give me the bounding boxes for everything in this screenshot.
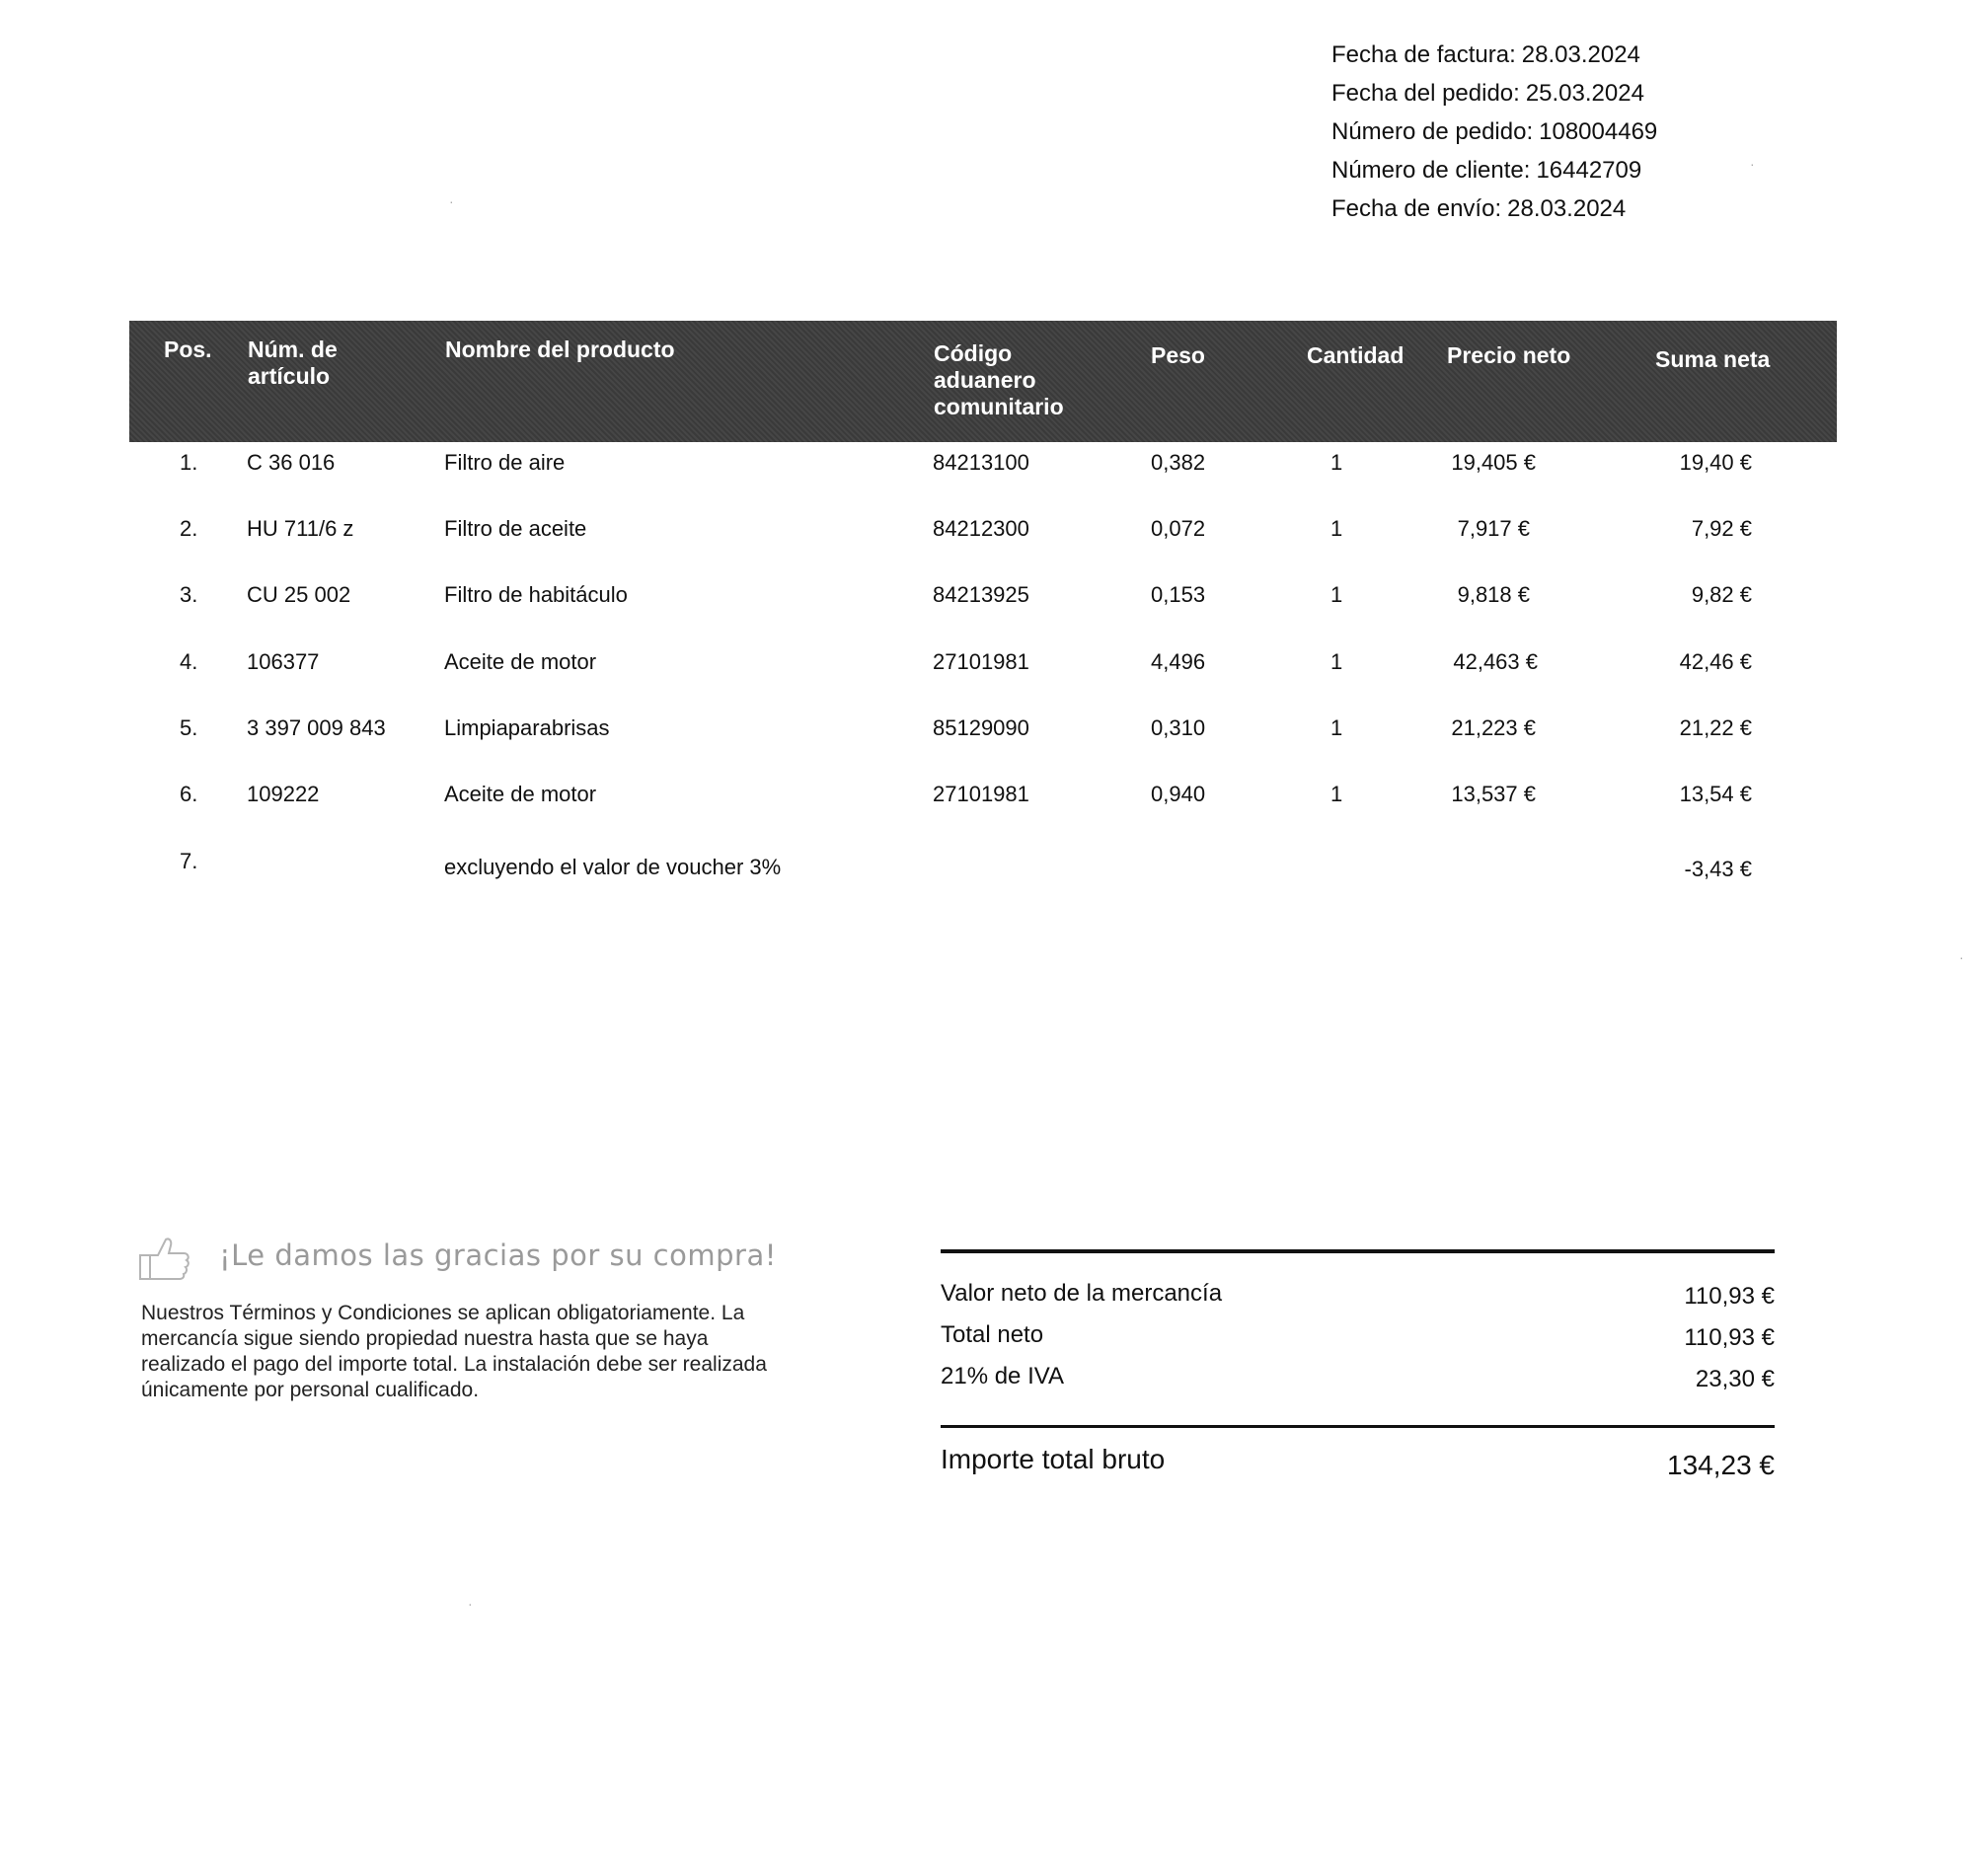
row-pos: 3. <box>180 582 198 607</box>
row-article: 106377 <box>247 649 320 674</box>
row-net-sum: 21,22 € <box>1679 715 1752 740</box>
terms-notice: Nuestros Términos y Condiciones se aplican obligatoriamente. La mercancía sigue siendo propiedad nuestra hasta que se haya realizado el pago del importe total. La instalación debe ser realizada únicamente por personal cualificado. <box>141 1302 767 1401</box>
totals-bottom-rule <box>941 1425 1775 1428</box>
thumbs-up-icon <box>136 1232 197 1283</box>
row-customs: 84213925 <box>933 582 1029 607</box>
row-weight: 0,072 <box>1151 516 1206 541</box>
net-goods-value: 110,93 € <box>1684 1283 1775 1310</box>
vat-label: 21% de IVA <box>941 1363 1064 1389</box>
thank-you-message: ¡Le damos las gracias por su compra! <box>219 1238 777 1272</box>
scan-speck: · <box>1959 949 1964 965</box>
invoice-date-value: 28.03.2024 <box>1521 41 1640 68</box>
header-customs: Código aduanero comunitario <box>934 340 1064 419</box>
customer-number-value: 16442709 <box>1536 157 1642 184</box>
row-product: Filtro de aire <box>444 450 566 475</box>
header-article: Núm. de artículo <box>248 337 338 389</box>
customer-number-label: Número de cliente: <box>1331 157 1531 184</box>
row-weight: 0,382 <box>1151 450 1206 475</box>
row-net-sum: 9,82 € <box>1691 582 1752 607</box>
row-pos: 7. <box>180 849 198 873</box>
gross-total-value: 134,23 € <box>1667 1450 1775 1480</box>
ship-date-label: Fecha de envío: <box>1331 195 1502 222</box>
row-product: Filtro de aceite <box>444 516 587 541</box>
row-article: C 36 016 <box>247 450 336 475</box>
row-product: excluyendo el valor de voucher 3% <box>444 855 782 879</box>
header-pos: Pos. <box>164 337 212 362</box>
row-net-price: 19,405 € <box>1451 450 1536 475</box>
net-goods-label: Valor neto de la mercancía <box>941 1280 1223 1307</box>
row-customs: 85129090 <box>933 715 1029 740</box>
order-number-label: Número de pedido: <box>1331 118 1534 145</box>
row-article: CU 25 002 <box>247 582 351 607</box>
row-customs: 27101981 <box>933 649 1029 674</box>
row-product: Limpiaparabrisas <box>444 715 610 740</box>
invoice-meta <box>1331 36 1663 228</box>
row-weight: 4,496 <box>1151 649 1206 674</box>
header-qty: Cantidad <box>1307 342 1405 368</box>
row-net-price: 42,463 € <box>1453 649 1538 674</box>
row-qty: 1 <box>1330 450 1343 475</box>
row-product: Filtro de habitáculo <box>444 582 628 607</box>
scan-speck: · <box>1750 156 1755 172</box>
totals-top-rule <box>941 1249 1775 1253</box>
header-weight: Peso <box>1151 342 1205 368</box>
ship-date-line <box>1331 189 1663 228</box>
order-date-value: 25.03.2024 <box>1525 80 1644 107</box>
net-total-label: Total neto <box>941 1321 1044 1348</box>
row-weight: 0,310 <box>1151 715 1206 740</box>
row-qty: 1 <box>1330 516 1343 541</box>
row-pos: 2. <box>180 516 198 541</box>
table-row <box>0 713 1974 753</box>
row-net-sum: -3,43 € <box>1684 857 1752 881</box>
table-row <box>0 647 1974 687</box>
row-article: 3 397 009 843 <box>247 715 386 740</box>
row-customs: 84212300 <box>933 516 1029 541</box>
gross-total-label: Importe total bruto <box>941 1444 1166 1474</box>
row-weight: 0,940 <box>1151 782 1206 806</box>
row-net-sum: 42,46 € <box>1679 649 1752 674</box>
table-row <box>0 514 1974 554</box>
header-product: Nombre del producto <box>445 337 675 362</box>
row-pos: 4. <box>180 649 198 674</box>
table-row <box>0 580 1974 620</box>
row-net-sum: 19,40 € <box>1679 450 1752 475</box>
row-net-price: 9,818 € <box>1457 582 1530 607</box>
invoice-date-line <box>1331 36 1663 74</box>
row-pos: 6. <box>180 782 198 806</box>
order-date-line <box>1331 74 1663 113</box>
row-net-sum: 7,92 € <box>1691 516 1752 541</box>
row-customs: 27101981 <box>933 782 1029 806</box>
row-article: HU 711/6 z <box>247 516 354 541</box>
row-product: Aceite de motor <box>444 782 597 806</box>
table-row <box>0 847 1974 886</box>
row-qty: 1 <box>1330 782 1343 806</box>
items-table-header <box>129 321 1837 442</box>
order-number-value: 108004469 <box>1539 118 1658 145</box>
order-date-label: Fecha del pedido: <box>1331 80 1520 107</box>
vat-value: 23,30 € <box>1695 1366 1775 1392</box>
invoice-date-label: Fecha de factura: <box>1331 41 1516 68</box>
row-article: 109222 <box>247 782 320 806</box>
header-net-sum: Suma neta <box>1655 346 1771 372</box>
row-product: Aceite de motor <box>444 649 597 674</box>
row-net-price: 21,223 € <box>1451 715 1536 740</box>
net-total-value: 110,93 € <box>1684 1324 1775 1351</box>
row-qty: 1 <box>1330 582 1343 607</box>
scan-speck: · <box>468 1596 473 1612</box>
order-number-line <box>1331 113 1663 151</box>
row-pos: 1. <box>180 450 198 475</box>
table-row <box>0 780 1974 819</box>
scan-speck: · <box>449 193 454 209</box>
row-weight: 0,153 <box>1151 582 1206 607</box>
customer-number-line <box>1331 151 1663 189</box>
ship-date-value: 28.03.2024 <box>1507 195 1627 222</box>
table-row <box>0 448 1974 488</box>
row-pos: 5. <box>180 715 198 740</box>
row-net-sum: 13,54 € <box>1679 782 1752 806</box>
row-qty: 1 <box>1330 649 1343 674</box>
row-qty: 1 <box>1330 715 1343 740</box>
row-net-price: 13,537 € <box>1451 782 1536 806</box>
row-customs: 84213100 <box>933 450 1029 475</box>
header-net-price: Precio neto <box>1447 342 1571 368</box>
row-net-price: 7,917 € <box>1457 516 1530 541</box>
